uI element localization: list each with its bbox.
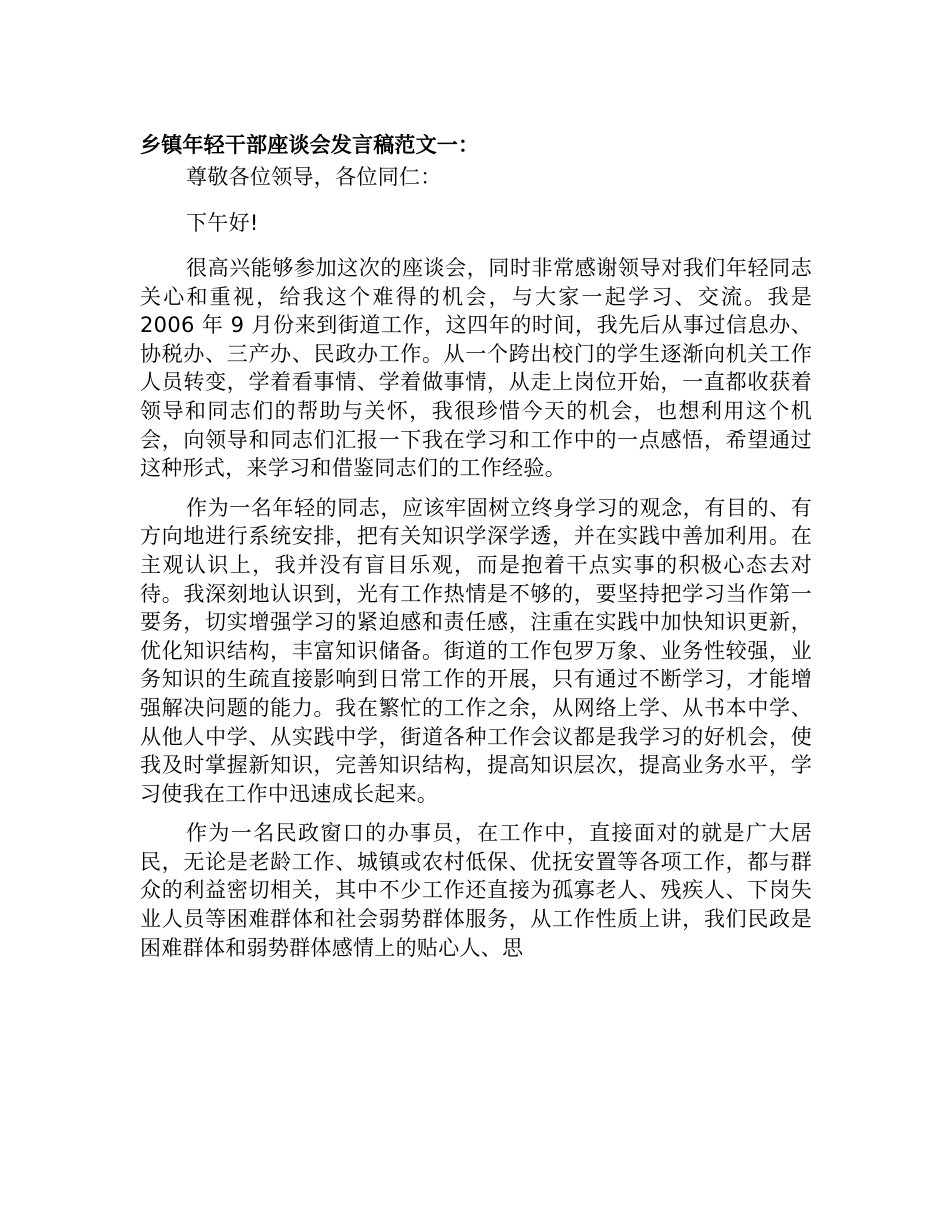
paragraph-2: 作为一名年轻的同志，应该牢固树立终身学习的观念，有目的、有方向地进行系统安排，把有关知识学深学透，并在实践中善加利用。在主观认识上，我并没有盲目乐观，而是抱着干点实事的积极心态去对待。我深刻地认识到，光有工作热情是不够的，要坚持把学习当作第一要务，切实增强学习的紧迫感和责任感，注重在实践中加快知识更新，优化知识结构，丰富知识储备。街道的工作包罗万象、业务性较强，业务知识的生疏直接影响到日常工作的开展，只有通过不断学习，才能增强解决问题的能力。我在繁忙的工作之余，从网络上学、从书本中学、从他人中学、从实践中学，街道各种工作会议都是我学习的好机会，使我及时掌握新知识，完善知识结构，提高知识层次，提高业务水平，学习使我在工作中迅速成长起来。 (140, 495, 812, 806)
paragraph-3: 作为一名民政窗口的办事员，在工作中，直接面对的就是广大居民，无论是老龄工作、城镇或农村低保、优抚安置等各项工作，都与群众的利益密切相关，其中不少工作还直接为孤寡老人、残疾人、下岗失业人员等困难群体和社会弱势群体服务，从工作性质上讲，我们民政是困难群体和弱势群体感情上的贴心人、思 (140, 821, 812, 960)
document-title: 乡镇年轻干部座谈会发言稿范文一： (140, 133, 480, 157)
salutation-line: 下午好! (186, 211, 259, 235)
document-page (140, 128, 812, 973)
greeting-line: 尊敬各位领导，各位同仁： (186, 165, 442, 189)
paragraph-1: 很高兴能够参加这次的座谈会，同时非常感谢领导对我们年轻同志关心和重视，给我这个难得的机会，与大家一起学习、交流。我是 2006 年 9 月份来到街道工作，这四年的时间，我先后从事过信息办、协税办、三产办、民政办工作。从一个跨出校门的学生逐渐向机关工作人员转变，学着看事情、学着做事情，从走上岗位开始，一直都收获着领导和同志们的帮助与关怀，我很珍惜今天的机会，也想利用这个机会，向领导和同志们汇报一下我在学习和工作中的一点感悟，希望通过这种形式，来学习和借鉴同志们的工作经验。 (140, 256, 812, 481)
